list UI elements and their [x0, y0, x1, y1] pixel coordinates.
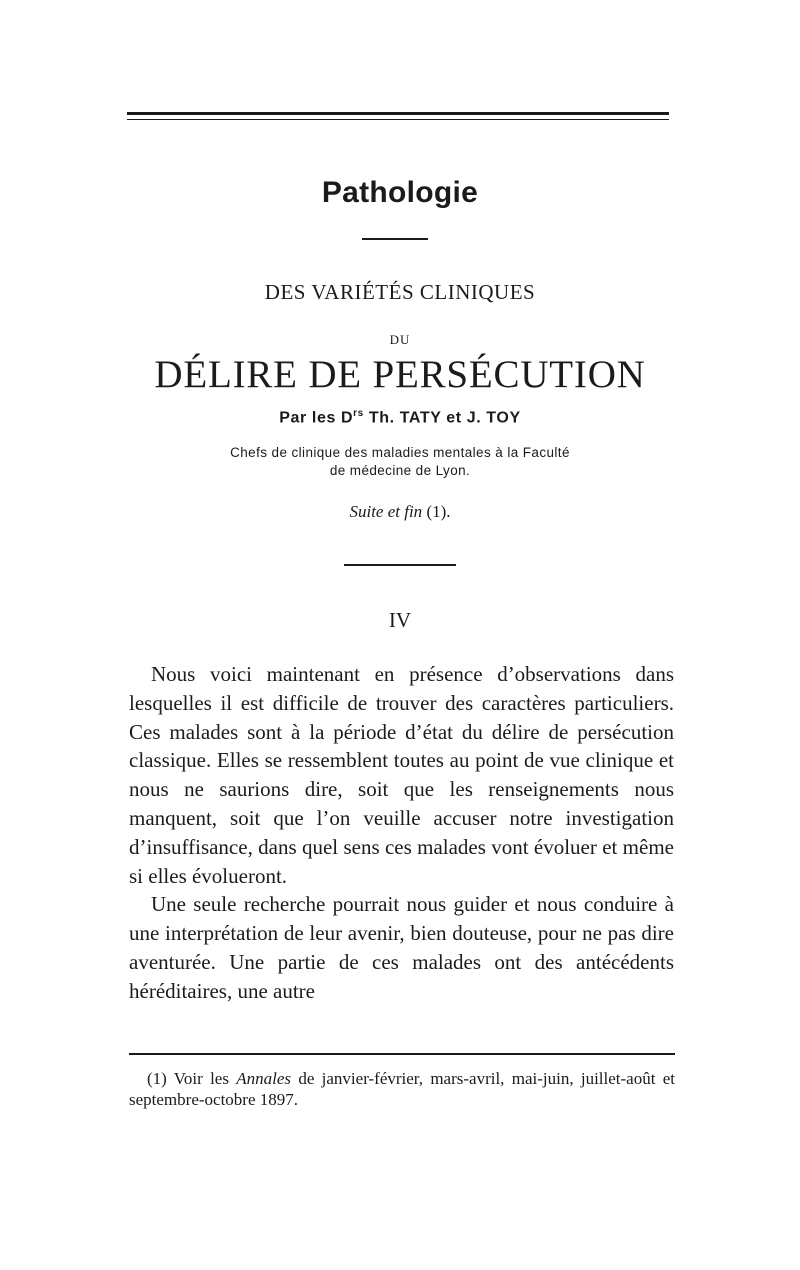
section-title: Pathologie: [321, 176, 479, 209]
subtitle-line-1: DES VARIÉTÉS CLINIQUES: [264, 280, 536, 304]
footnote-journal-name: Annales: [236, 1069, 292, 1088]
author-names: Th. TATY et J. TOY: [363, 409, 521, 427]
section-divider: [344, 564, 456, 566]
footnote-marker: (1): [147, 1069, 167, 1088]
header-rule-thick: [127, 112, 669, 115]
continued-note: [0, 502, 800, 522]
header-rule-thin: [127, 119, 669, 120]
affiliation-line-1: Chefs de clinique des maladies mentales à la Faculté: [230, 445, 570, 460]
footnote-rule: [129, 1053, 675, 1055]
author-affiliation: [0, 444, 800, 480]
subtitle-line-2: DU: [389, 332, 411, 347]
continued-text: Suite et fin: [349, 502, 423, 521]
footnote-text-end: de janvier-février, mars-avril, mai-juin, juillet-août et septembre-octobre 1897.: [129, 1069, 676, 1109]
section-number: IV: [388, 608, 412, 632]
author-line: [0, 408, 800, 427]
paragraph-1: Nous voici maintenant en présence d’observations dans lesquelles il est difficile de trouver des caractères particuliers. Ces malades sont à la période d’état du délire de persécution classique. Elles se ressemblent toutes au point de vue clinique et nous ne saurions dire, soit que les renseignements nous manquent, soit que l’on veuille accuser notre investigation d’insuffisance, dans quel sens ces malades vont évoluer et même si elles évolueront.: [129, 662, 674, 888]
article-title: DÉLIRE DE PERSÉCUTION: [154, 353, 646, 396]
title-divider: [362, 238, 428, 240]
author-prefix: Par les D: [279, 409, 354, 427]
body-text: [129, 660, 674, 1006]
paragraph-2: Une seule recherche pourrait nous guider et nous conduire à une interprétation de leur avenir, bien douteuse, pour ne pas dire aventurée. Une partie de ces malades ont des antécédents héréditaires, une autre: [129, 892, 674, 1003]
author-title-superscript: rs: [353, 408, 364, 419]
footnote: [129, 1068, 675, 1110]
footnote-text-start: Voir les: [166, 1069, 237, 1088]
footnote-reference: (1).: [426, 502, 451, 521]
affiliation-line-2: de médecine de Lyon.: [329, 463, 471, 478]
